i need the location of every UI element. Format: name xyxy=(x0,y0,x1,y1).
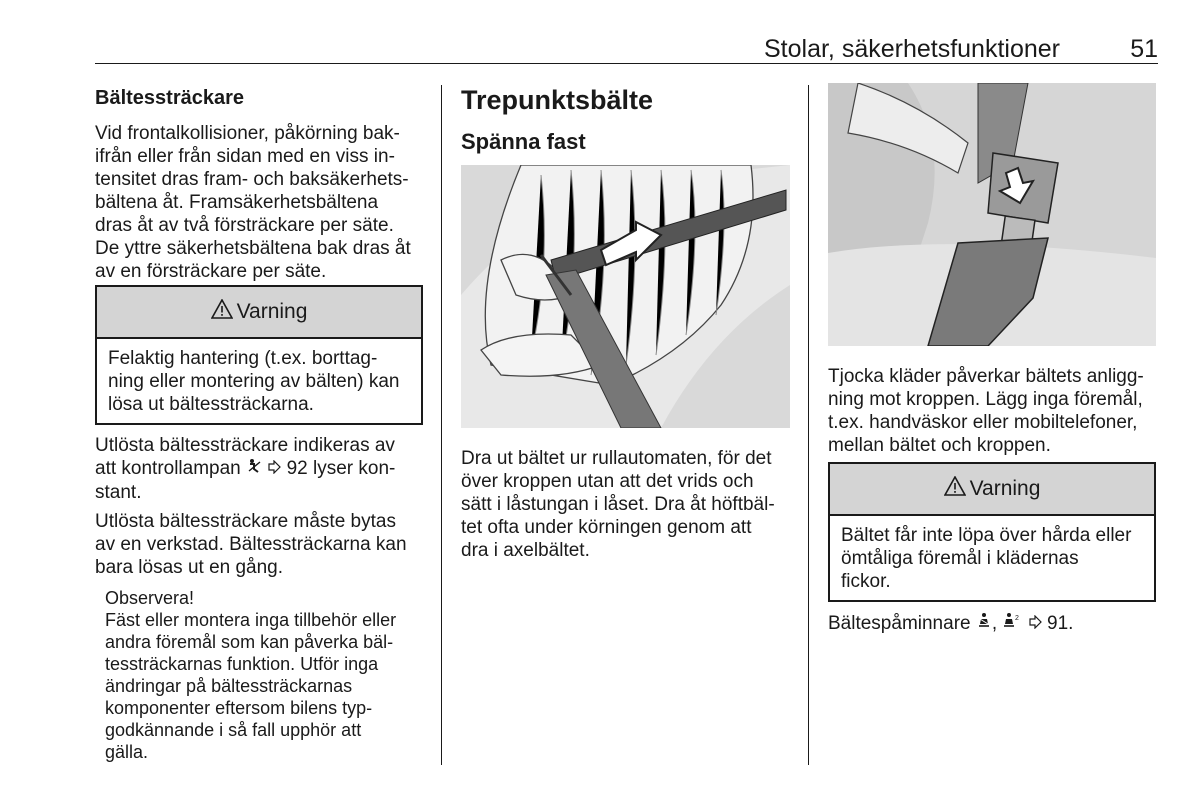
text-line: mellan bältet och kroppen. xyxy=(828,435,1051,456)
buckle-illustration xyxy=(828,83,1156,346)
text-line: Tjocka kläder påverkar bältets anligg- xyxy=(828,366,1144,387)
warning-text xyxy=(97,339,421,416)
text-line: ning mot kroppen. Lägg inga föremål, xyxy=(828,389,1143,410)
text-line: t.ex. handväskor eller mobiltelefoner, xyxy=(828,412,1138,433)
warning-box xyxy=(95,285,423,425)
indicator-paragraph xyxy=(95,434,435,504)
text-line: fickor. xyxy=(841,571,891,592)
text-line: tessträckarnas funktion. Utför inga xyxy=(105,654,379,674)
text-span: att kontrollampan xyxy=(95,458,241,479)
text-line: tet ofta under körningen genom att xyxy=(461,517,752,538)
section-title-three-point-belt: Trepunktsbälte xyxy=(461,85,654,115)
reference-arrow-icon xyxy=(1028,613,1042,636)
pretensioner-paragraph xyxy=(95,122,435,283)
text-line: av en verkstad. Bältessträckarna kan xyxy=(95,534,407,555)
fasten-belt-illustration xyxy=(461,165,790,428)
separator: , xyxy=(991,613,998,634)
note-block xyxy=(105,587,435,763)
text-line: bältena åt. Framsäkerhetsbältena xyxy=(95,192,379,213)
text-line: sätt i låstungan i låset. Dra åt höftbäl- xyxy=(461,494,775,515)
warning-box-2 xyxy=(828,462,1156,602)
text-line: dra i axelbältet. xyxy=(461,540,590,561)
warning-header xyxy=(97,287,421,339)
text-line: bara lösas ut en gång. xyxy=(95,557,284,578)
reference-arrow-icon xyxy=(267,458,281,481)
reminder-line xyxy=(828,612,1168,636)
text-line: Fäst eller montera inga tillbehör eller xyxy=(105,610,397,630)
fasten-instructions xyxy=(461,447,801,562)
page-reference: 91. xyxy=(1047,613,1074,634)
note-label: Observera! xyxy=(105,588,195,608)
text-line: ifrån eller från sidan med en viss in- xyxy=(95,146,395,167)
clothing-paragraph xyxy=(828,365,1168,457)
text-line: Dra ut bältet ur rullautomaten, för det xyxy=(461,448,772,469)
replacement-paragraph xyxy=(95,510,435,579)
warning-header xyxy=(830,464,1154,516)
header-rule xyxy=(95,63,1158,64)
warning-title: Varning xyxy=(236,300,308,323)
text-line: Utlösta bältessträckare indikeras av xyxy=(95,435,395,456)
text-line: lösa ut bältessträckarna. xyxy=(108,394,314,415)
text-line: tensitet dras fram- och baksäkerhets- xyxy=(95,169,409,190)
text-line: ning eller montering av bälten) kan xyxy=(108,371,400,392)
text-line: dras åt av två försträckare per säte. xyxy=(95,215,394,236)
seatbelt-reminder-rear-icon xyxy=(1002,612,1022,636)
text-line: Felaktig hantering (t.ex. borttag- xyxy=(108,348,378,369)
column-divider-2 xyxy=(808,85,809,765)
page-number: 51 xyxy=(1130,35,1158,63)
text-line: ömtåliga föremål i klädernas xyxy=(841,548,1079,569)
section-heading-pretensioner: Bältessträckare xyxy=(95,87,244,109)
text-line: komponenter eftersom bilens typ- xyxy=(105,698,373,718)
svg-text:2: 2 xyxy=(1015,615,1020,622)
warning-title: Varning xyxy=(969,477,1041,500)
text-line: gälla. xyxy=(105,742,149,762)
seatbelt-reminder-icon xyxy=(976,612,992,636)
warning-text xyxy=(830,516,1154,593)
text-line: ändringar på bältessträckarnas xyxy=(105,676,353,696)
text-line: De yttre säkerhetsbältena bak dras åt xyxy=(95,238,411,259)
text-line: Utlösta bältessträckare måste bytas xyxy=(95,511,396,532)
page-reference: 92 xyxy=(286,458,308,479)
text-line: stant. xyxy=(95,482,142,503)
seatbelt-pretensioner-icon xyxy=(246,458,262,481)
text-line: av en försträckare per säte. xyxy=(95,261,327,282)
text-line xyxy=(95,457,435,481)
page-title: Stolar, säkerhetsfunktioner xyxy=(764,35,1060,63)
text-line: Vid frontalkollisioner, påkörning bak- xyxy=(95,123,400,144)
text-line: godkännande i så fall upphör att xyxy=(105,720,362,740)
warning-triangle-icon xyxy=(944,476,970,502)
text-span: Bältespåminnare xyxy=(828,613,971,634)
warning-triangle-icon xyxy=(211,299,237,325)
column-divider-1 xyxy=(441,85,442,765)
text-line: Bältet får inte löpa över hårda eller xyxy=(841,525,1132,546)
text-line: över kroppen utan att det vrids och xyxy=(461,471,754,492)
subsection-title-fasten: Spänna fast xyxy=(461,129,586,154)
text-span: lyser kon- xyxy=(313,458,396,479)
note-text xyxy=(105,609,435,763)
text-line: andra föremål som kan påverka bäl- xyxy=(105,632,394,652)
